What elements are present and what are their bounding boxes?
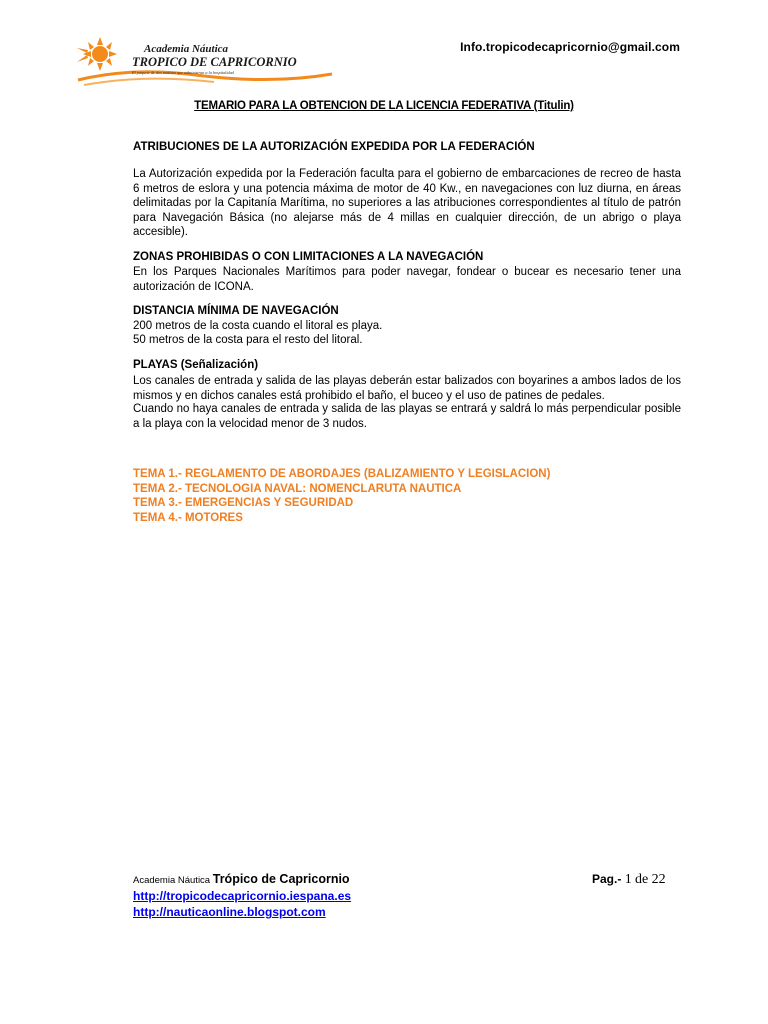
page-of: de <box>635 872 649 887</box>
document-title: TEMARIO PARA LA OBTENCION DE LA LICENCIA FEDERATIVA (Titulin) <box>194 100 574 112</box>
footer-academy <box>133 872 350 886</box>
page-number <box>592 872 666 888</box>
page-total: 22 <box>651 872 666 887</box>
section-zonas-heading: ZONAS PROHIBIDAS O CON LIMITACIONES A LA NAVEGACIÓN <box>133 251 484 263</box>
topic-item: TEMA 2.- TECNOLOGIA NAVAL: NOMENCLARUTA NAUTICA <box>133 482 462 495</box>
logo-line3: El paquete de dos motivos que administran a la hospitalidad <box>132 70 234 75</box>
playas-text-1: Los canales de entrada y salida de las playas deberán estar balizados con boyarines a ambos lados de los mismos y en dichos canales está prohibido el baño, el buceo y el uso de patines de pedales. <box>133 375 681 402</box>
section-playas-heading: PLAYAS (Señalización) <box>133 359 259 371</box>
topic-item: TEMA 4.- MOTORES <box>133 511 243 524</box>
page-label: Pag.- <box>592 872 622 886</box>
distancia-line-2: 50 metros de la costa para el resto del litoral. <box>133 334 363 346</box>
topic-list <box>133 467 550 525</box>
topic-item: TEMA 3.- EMERGENCIAS Y SEGURIDAD <box>133 497 354 509</box>
footer-academy-name: Trópico de Capricornio <box>212 872 350 886</box>
section-distancia-heading: DISTANCIA MÍNIMA DE NAVEGACIÓN <box>133 305 339 317</box>
playas-text-2: Cuando no haya canales de entrada y salida de las playas se entrará y saldrá lo más perpendicular posible a la playa con la velocidad menor de 3 nudos. <box>133 403 681 430</box>
logo-line1: Academia Náutica <box>144 43 229 55</box>
footer-academy-prefix: Academia Náutica <box>133 875 211 886</box>
sun-logo-icon <box>74 36 336 88</box>
section-zonas-text: En los Parques Nacionales Marítimos para poder navegar, fondear o bucear es necesario tener una autorización de ICONA. <box>133 266 681 293</box>
academy-logo <box>74 36 336 88</box>
page-current: 1 <box>624 872 632 887</box>
section-atribuciones-heading: ATRIBUCIONES DE LA AUTORIZACIÓN EXPEDIDA POR LA FEDERACIÓN <box>133 141 535 153</box>
footer-link-blog[interactable]: http://nauticaonline.blogspot.com <box>133 905 326 919</box>
distancia-line-1: 200 metros de la costa cuando el litoral es playa. <box>133 320 383 332</box>
contact-email: Info.tropicodecapricornio@gmail.com <box>460 40 680 54</box>
topic-item: TEMA 1.- REGLAMENTO DE ABORDAJES (BALIZAMIENTO Y LEGISLACION) <box>133 468 551 480</box>
footer-link-website[interactable]: http://tropicodecapricornio.iespana.es <box>133 889 352 903</box>
logo-line2: TROPICO DE CAPRICORNIO <box>132 55 297 69</box>
section-atribuciones-text: La Autorización expedida por la Federación faculta para el gobierno de embarcaciones de recreo de hasta 6 metros de eslora y una potencia máxima de motor de 40 Kw., en navegaciones con luz diurna, en áreas delimitadas por la Capitanía Marítima, no superiores a las atribuciones correspondientes al título de patrón para Navegación Básica (no alejarse más de 4 millas en cualquier dirección, de un abrigo o playa accesible). <box>133 168 681 238</box>
